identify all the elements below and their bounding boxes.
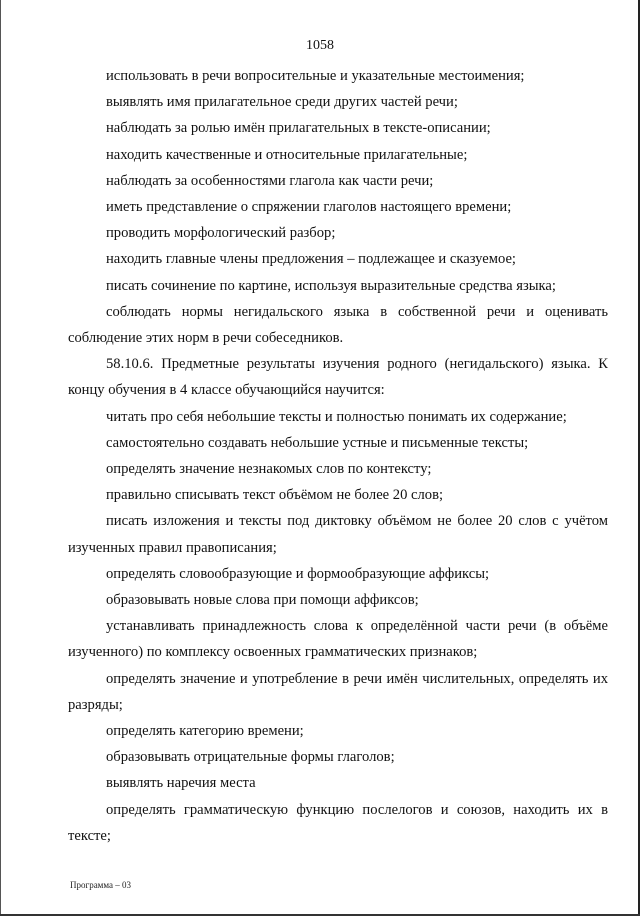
list-item: читать про себя небольшие тексты и полностью понимать их содержание; bbox=[106, 408, 567, 425]
list-item: самостоятельно создавать небольшие устные и письменные тексты; bbox=[106, 434, 529, 451]
list-item: проводить морфологический разбор; bbox=[106, 225, 336, 242]
list-item: иметь представление о спряжении глаголов настоящего времени; bbox=[106, 199, 512, 216]
section-heading-paragraph: 58.10.6. Предметные результаты изучения родного (негидальского) языка. К концу обучения в 4 классе обучающийся научится: bbox=[68, 356, 608, 399]
list-item: определять значение незнакомых слов по контексту; bbox=[106, 461, 432, 478]
list-item: определять значение и употребление в речи имён числительных, определять их разряды; bbox=[68, 670, 608, 713]
list-item: выявлять наречия места bbox=[106, 775, 256, 792]
list-item: образовывать новые слова при помощи аффиксов; bbox=[106, 592, 419, 609]
document-body bbox=[68, 63, 608, 849]
list-item: писать изложения и тексты под диктовку объёмом не более 20 слов с учётом изученных правил правописания; bbox=[68, 513, 608, 556]
list-item: устанавливать принадлежность слова к определённой части речи (в объёме изученного) по комплексу освоенных грамматических признаков; bbox=[68, 618, 608, 661]
list-item: определять словообразующие и формообразующие аффиксы; bbox=[106, 565, 490, 582]
list-item: писать сочинение по картине, используя выразительные средства языка; bbox=[106, 277, 556, 294]
list-item: наблюдать за ролью имён прилагательных в тексте-описании; bbox=[106, 120, 491, 137]
list-item: находить качественные и относительные прилагательные; bbox=[106, 146, 468, 163]
list-item: правильно списывать текст объёмом не более 20 слов; bbox=[106, 487, 444, 504]
list-item: наблюдать за особенностями глагола как части речи; bbox=[106, 172, 434, 189]
page-number: 1058 bbox=[306, 38, 334, 53]
page-footer: Программа – 03 bbox=[70, 880, 132, 890]
list-item: использовать в речи вопросительные и указательные местоимения; bbox=[106, 68, 525, 84]
list-item: определять грамматическую функцию послелогов и союзов, находить их в тексте; bbox=[68, 801, 608, 844]
list-item: находить главные члены предложения – подлежащее и сказуемое; bbox=[106, 251, 516, 268]
list-item: определять категорию времени; bbox=[106, 723, 304, 740]
list-item: образовывать отрицательные формы глаголов; bbox=[106, 749, 395, 766]
scan-edge-left bbox=[0, 0, 1, 916]
list-item: выявлять имя прилагательное среди других частей речи; bbox=[106, 94, 458, 111]
list-item: соблюдать нормы негидальского языка в собственной речи и оценивать соблюдение этих норм в речи собеседников. bbox=[68, 303, 608, 347]
